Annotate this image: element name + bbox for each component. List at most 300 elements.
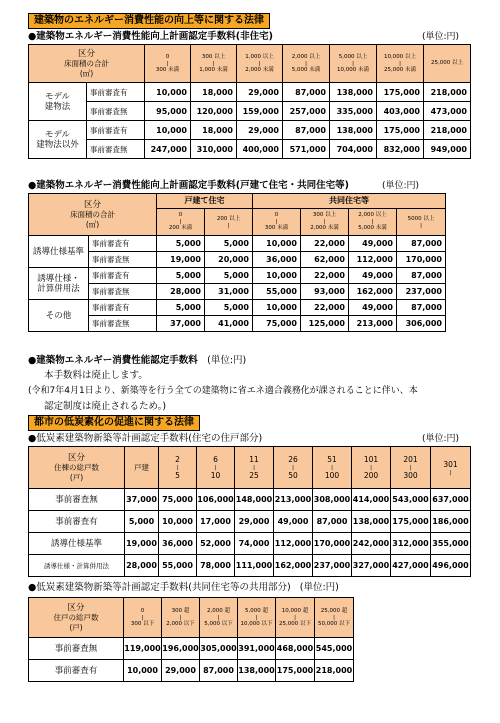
cell-text: 200 以上 bbox=[216, 215, 241, 222]
table-cell: 29,000 bbox=[237, 121, 283, 140]
table-row bbox=[29, 268, 446, 284]
cell-text: 0 bbox=[178, 212, 183, 218]
table-cell: 10,000 bbox=[159, 511, 197, 533]
table2-row-label: 事前審査有 bbox=[89, 268, 157, 284]
cell-text: 5,000 以下 bbox=[204, 620, 233, 627]
table-cell: 31,000 bbox=[205, 284, 253, 300]
cell-text: 5,000 未満 bbox=[358, 225, 387, 231]
table-cell: 78,000 bbox=[197, 555, 235, 577]
table-cell: 29,000 bbox=[237, 83, 283, 102]
table2-group-apartment bbox=[253, 194, 446, 209]
table1-col-header bbox=[283, 45, 330, 83]
table1-group-label bbox=[29, 121, 87, 159]
cell-text: 51 bbox=[327, 454, 337, 464]
table2-heading: ●建築物エネルギー消費性能向上計画認定手数料(戸建て住宅・共同住宅等) bbox=[28, 180, 349, 191]
table-cell: 832,000 bbox=[377, 140, 424, 159]
cell-text: 5000 以上 bbox=[407, 215, 435, 222]
cell-text: 建物法以外 bbox=[36, 139, 79, 150]
table4-col-header bbox=[391, 447, 431, 489]
table-cell: 75,000 bbox=[159, 489, 197, 511]
section-banner-energy-law: 建築物のエネルギー消費性能の向上等に関する法律 bbox=[28, 13, 270, 29]
table-row bbox=[29, 638, 354, 660]
cell-text: | bbox=[292, 464, 294, 471]
table-row bbox=[29, 533, 471, 555]
cell-text: | bbox=[370, 464, 372, 471]
table4-col-header bbox=[352, 447, 391, 489]
table-cell: 18,000 bbox=[191, 83, 237, 102]
cell-text: | bbox=[352, 60, 354, 67]
table-cell: 74,000 bbox=[235, 533, 274, 555]
table-cell: 403,000 bbox=[377, 102, 424, 121]
cell-text: 2,000 以上 bbox=[358, 212, 387, 218]
table-cell: 87,000 bbox=[283, 83, 330, 102]
table-cell: 22,000 bbox=[301, 236, 349, 252]
table-cell: 305,000 bbox=[200, 638, 238, 660]
table-cell: 218,000 bbox=[424, 121, 471, 140]
table-row bbox=[29, 83, 471, 102]
table-cell: 52,000 bbox=[197, 533, 235, 555]
cell-text: 区分 bbox=[67, 452, 85, 463]
cell-text: 1,000 未満 bbox=[199, 66, 228, 73]
table5-lowcarbon-common bbox=[28, 597, 354, 682]
table-cell: 237,000 bbox=[313, 555, 352, 577]
cell-text: 300 超 bbox=[171, 607, 190, 614]
table5-col-header bbox=[162, 598, 200, 638]
cell-text: 10,000 超 bbox=[281, 607, 309, 614]
table2-group-label bbox=[29, 268, 89, 300]
table4-col-header bbox=[431, 447, 471, 489]
table-cell: 335,000 bbox=[330, 102, 377, 121]
table-cell: 170,000 bbox=[313, 533, 352, 555]
table-cell: 949,000 bbox=[424, 140, 471, 159]
cell-text: | bbox=[420, 222, 422, 229]
table-cell: 10,000 bbox=[145, 83, 191, 102]
cell-text: (戸) bbox=[69, 622, 83, 632]
table-row bbox=[29, 316, 446, 332]
cell-text: 5,000 未満 bbox=[291, 66, 321, 73]
table4-row-label: 誘導仕様・計算併用法 bbox=[29, 555, 125, 577]
cell-text: | bbox=[399, 60, 401, 67]
table-cell: 5,000 bbox=[157, 236, 205, 252]
table2-group-label bbox=[29, 300, 89, 332]
table-cell: 196,000 bbox=[162, 638, 200, 660]
table-cell: 95,000 bbox=[145, 102, 191, 121]
table-cell: 5,000 bbox=[157, 300, 205, 316]
table-row bbox=[29, 300, 446, 316]
cell-text: 10,000 未満 bbox=[337, 66, 369, 73]
cell-text: 5 bbox=[175, 470, 180, 480]
table-cell: 213,000 bbox=[274, 489, 313, 511]
table-row bbox=[29, 102, 471, 121]
table-cell: 5,000 bbox=[125, 511, 159, 533]
table4-unit: (単位:円) bbox=[422, 434, 460, 444]
abolished-reason-2: 認定制度は廃止されるため。) bbox=[44, 401, 167, 412]
table-cell: 5,000 bbox=[157, 268, 205, 284]
cell-text: 2,000 以下 bbox=[166, 620, 195, 627]
table2-row-label: 事前審査有 bbox=[89, 236, 157, 252]
table-cell: 112,000 bbox=[274, 533, 313, 555]
cell-text: 25,000 以下 bbox=[279, 620, 311, 627]
cell-text: 2,000 以上 bbox=[291, 53, 321, 60]
table-cell: 312,000 bbox=[391, 533, 431, 555]
cell-text: 10,000 以上 bbox=[384, 53, 416, 60]
table-cell: 138,000 bbox=[238, 660, 276, 682]
cell-text: 0 bbox=[274, 212, 279, 218]
table1-group-label bbox=[29, 83, 87, 121]
cell-text: 住戸の総戸数 bbox=[53, 612, 99, 622]
table-cell: 10,000 bbox=[253, 300, 301, 316]
cell-text: 建物法 bbox=[44, 101, 71, 112]
cell-text: 300 bbox=[403, 470, 418, 480]
table3-heading bbox=[28, 355, 246, 367]
cell-text: | bbox=[331, 464, 333, 471]
cell-text: | bbox=[294, 614, 296, 621]
cell-text: 誘導仕様基準 bbox=[32, 246, 84, 257]
cell-text: 300 以上 bbox=[312, 212, 337, 218]
table-cell: 468,000 bbox=[276, 638, 315, 660]
table-row bbox=[29, 660, 354, 682]
cell-text: 10,000 以下 bbox=[240, 620, 273, 627]
table1-col-header bbox=[191, 45, 237, 83]
table-cell: 62,000 bbox=[301, 252, 349, 268]
cell-text: 2,000 未満 bbox=[310, 225, 339, 231]
cell-text: 201 bbox=[403, 454, 418, 464]
cell-text: 床面積の合計 bbox=[70, 209, 115, 219]
table-cell: 218,000 bbox=[424, 83, 471, 102]
table2-col-header bbox=[301, 209, 349, 236]
cell-text: 戸建 bbox=[134, 462, 149, 472]
cell-text: モデル bbox=[44, 91, 71, 102]
table-cell: 138,000 bbox=[352, 511, 391, 533]
abolished-notice: 本手数料は廃止します。 bbox=[44, 370, 148, 381]
cell-text: 区分 bbox=[67, 602, 85, 613]
table1-row-label: 事前審査有 bbox=[87, 83, 145, 102]
table-cell: 29,000 bbox=[162, 660, 200, 682]
table-row bbox=[29, 489, 471, 511]
table-cell: 545,000 bbox=[315, 638, 354, 660]
table-cell: 36,000 bbox=[159, 533, 197, 555]
table-cell: 175,000 bbox=[276, 660, 315, 682]
cell-text: 300 以下 bbox=[130, 620, 155, 627]
cell-text: 住棟の総戸数 bbox=[54, 462, 99, 472]
table-cell: 10,000 bbox=[124, 660, 162, 682]
table2-group-label bbox=[29, 236, 89, 268]
table-cell: 17,000 bbox=[197, 511, 235, 533]
table-cell: 19,000 bbox=[157, 252, 205, 268]
cell-text: | bbox=[179, 219, 182, 225]
table1-unit: (単位:円) bbox=[422, 32, 460, 42]
cell-text: 床面積の合計 bbox=[64, 58, 109, 68]
table2-group-detached bbox=[157, 194, 253, 209]
table-row bbox=[29, 252, 446, 268]
table-cell: 5,000 bbox=[205, 300, 253, 316]
table-cell: 175,000 bbox=[391, 511, 431, 533]
cell-text: 0 bbox=[140, 607, 145, 614]
table-cell: 87,000 bbox=[200, 660, 238, 682]
table-cell: 49,000 bbox=[274, 511, 313, 533]
table-cell: 55,000 bbox=[253, 284, 301, 300]
cell-text: 区分 bbox=[77, 48, 95, 59]
table5-heading bbox=[28, 582, 339, 594]
cell-text: 5,000 超 bbox=[245, 607, 268, 614]
table-cell: 87,000 bbox=[397, 268, 446, 284]
table-cell: 427,000 bbox=[391, 555, 431, 577]
table5-col-header bbox=[315, 598, 354, 638]
table1-row-label: 事前審査有 bbox=[87, 121, 145, 140]
cell-text: 戸建て住宅 bbox=[184, 195, 225, 205]
cell-text: 26 bbox=[288, 454, 298, 464]
cell-text: | bbox=[409, 464, 412, 471]
table-cell: 10,000 bbox=[253, 236, 301, 252]
table-row bbox=[29, 555, 471, 577]
table2-unit: (単位:円) bbox=[382, 181, 420, 191]
cell-text: 300 未満 bbox=[264, 225, 289, 231]
cell-text: ●建築物エネルギー消費性能認定手数料 bbox=[28, 355, 198, 366]
table1-col-header bbox=[330, 45, 377, 83]
cell-text: 301 bbox=[443, 459, 458, 469]
table-cell: 159,000 bbox=[237, 102, 283, 121]
table3-unit: (単位:円) bbox=[207, 355, 247, 366]
table-cell: 257,000 bbox=[283, 102, 330, 121]
cell-text: 計算併用法 bbox=[37, 283, 80, 294]
table4-heading: ●低炭素建築物新築等計画認定手数料(住宅の住戸部分) bbox=[28, 433, 263, 444]
table-cell: 704,000 bbox=[330, 140, 377, 159]
cell-text: 25,000 超 bbox=[320, 607, 348, 614]
table5-col-header bbox=[276, 598, 315, 638]
table4-col-header bbox=[197, 447, 235, 489]
cell-text: 300 以上 bbox=[201, 53, 226, 60]
cell-text: 101 bbox=[363, 454, 379, 464]
table-cell: 308,000 bbox=[313, 489, 352, 511]
cell-text: | bbox=[258, 60, 261, 67]
table-cell: 237,000 bbox=[397, 284, 446, 300]
cell-text: 6 bbox=[213, 454, 218, 464]
table-cell: 37,000 bbox=[157, 316, 205, 332]
table-cell: 87,000 bbox=[397, 236, 446, 252]
table4-col-header bbox=[159, 447, 197, 489]
cell-text: 25,000 以上 bbox=[431, 60, 463, 66]
table-row bbox=[29, 511, 471, 533]
cell-text: 共同住宅等 bbox=[329, 195, 369, 205]
table-cell: 20,000 bbox=[205, 252, 253, 268]
table-cell: 175,000 bbox=[377, 83, 424, 102]
cell-text: | bbox=[275, 219, 278, 225]
table-cell: 125,000 bbox=[301, 316, 349, 332]
table-cell: 49,000 bbox=[349, 268, 397, 284]
cell-text: | bbox=[323, 219, 326, 225]
table-cell: 175,000 bbox=[377, 121, 424, 140]
table-cell: 112,000 bbox=[349, 252, 397, 268]
table-cell: 242,000 bbox=[352, 533, 391, 555]
table-row bbox=[29, 236, 446, 252]
cell-text: 200 未満 bbox=[168, 225, 193, 231]
table-cell: 22,000 bbox=[301, 268, 349, 284]
table-cell: 138,000 bbox=[330, 121, 377, 140]
cell-text: 50,000 以下 bbox=[318, 620, 350, 627]
table-cell: 414,000 bbox=[352, 489, 391, 511]
table4-row-label: 事前審査無 bbox=[29, 489, 125, 511]
cell-text: 10 bbox=[210, 470, 221, 480]
table-cell: 41,000 bbox=[205, 316, 253, 332]
table-cell: 400,000 bbox=[237, 140, 283, 159]
table-cell: 18,000 bbox=[191, 121, 237, 140]
cell-text: | bbox=[227, 222, 230, 229]
cell-text: 0 bbox=[165, 53, 170, 60]
table4-lowcarbon-units bbox=[28, 446, 471, 577]
table4-row-label: 事前審査有 bbox=[29, 511, 125, 533]
table2-col-header bbox=[397, 209, 446, 236]
cell-text: 誘導仕様・ bbox=[37, 273, 80, 284]
cell-text: | bbox=[305, 60, 307, 67]
cell-text: 5,000 以上 bbox=[338, 53, 368, 60]
table-cell: 148,000 bbox=[235, 489, 274, 511]
table-cell: 49,000 bbox=[349, 236, 397, 252]
table4-col-header bbox=[274, 447, 313, 489]
cell-text: (㎡) bbox=[79, 68, 94, 78]
table4-col-header bbox=[313, 447, 352, 489]
table-cell: 5,000 bbox=[205, 236, 253, 252]
cell-text: | bbox=[255, 614, 258, 621]
cell-text: (戸) bbox=[69, 472, 84, 482]
table2-row-label: 事前審査有 bbox=[89, 300, 157, 316]
table-cell: 637,000 bbox=[431, 489, 471, 511]
table-cell: 543,000 bbox=[391, 489, 431, 511]
cell-text: | bbox=[166, 60, 169, 67]
table-cell: 119,000 bbox=[124, 638, 162, 660]
table-cell: 162,000 bbox=[274, 555, 313, 577]
table-cell: 355,000 bbox=[431, 533, 471, 555]
table-cell: 162,000 bbox=[349, 284, 397, 300]
table4-row-label: 誘導仕様基準 bbox=[29, 533, 125, 555]
cell-text: | bbox=[371, 219, 374, 225]
table4-col-header bbox=[125, 447, 159, 489]
table1-col-header bbox=[424, 45, 471, 83]
cell-text: (㎡) bbox=[85, 219, 100, 229]
table1-fee-nonresidential bbox=[28, 44, 471, 159]
cell-text: 2,000 超 bbox=[207, 607, 230, 614]
table1-row-label: 事前審査無 bbox=[87, 140, 145, 159]
cell-text: 200 bbox=[363, 470, 379, 480]
table1-row-label: 事前審査無 bbox=[87, 102, 145, 121]
table-cell: 93,000 bbox=[301, 284, 349, 300]
table-cell: 5,000 bbox=[205, 268, 253, 284]
table-cell: 106,000 bbox=[197, 489, 235, 511]
table-cell: 28,000 bbox=[157, 284, 205, 300]
cell-text: 50 bbox=[288, 470, 298, 480]
cell-text: 1,000 以上 bbox=[245, 53, 274, 60]
table5-row-label: 事前審査有 bbox=[29, 660, 124, 682]
cell-text: 300 未満 bbox=[155, 66, 180, 73]
table-row bbox=[29, 284, 446, 300]
table-cell: 218,000 bbox=[315, 660, 354, 682]
table-cell: 28,000 bbox=[125, 555, 159, 577]
table-cell: 10,000 bbox=[253, 268, 301, 284]
table5-unit: (単位:円) bbox=[299, 582, 339, 593]
table-cell: 310,000 bbox=[191, 140, 237, 159]
table1-col-header bbox=[237, 45, 283, 83]
cell-text: | bbox=[333, 614, 335, 621]
table-cell: 36,000 bbox=[253, 252, 301, 268]
table5-row-label: 事前審査無 bbox=[29, 638, 124, 660]
table1-col-header bbox=[145, 45, 191, 83]
cell-text: 2,000 未満 bbox=[245, 66, 274, 73]
table2-row-label: 事前審査無 bbox=[89, 316, 157, 332]
table-cell: 170,000 bbox=[397, 252, 446, 268]
table-cell: 22,000 bbox=[301, 300, 349, 316]
table-cell: 111,000 bbox=[235, 555, 274, 577]
table5-header-category bbox=[29, 598, 124, 638]
table-cell: 306,000 bbox=[397, 316, 446, 332]
table-cell: 327,000 bbox=[352, 555, 391, 577]
table-cell: 571,000 bbox=[283, 140, 330, 159]
cell-text: 2 bbox=[175, 454, 180, 464]
table-cell: 37,000 bbox=[125, 489, 159, 511]
table2-row-label: 事前審査無 bbox=[89, 252, 157, 268]
table4-header-category bbox=[29, 447, 125, 489]
table-cell: 473,000 bbox=[424, 102, 471, 121]
table-cell: 247,000 bbox=[145, 140, 191, 159]
table-cell: 87,000 bbox=[313, 511, 352, 533]
table-cell: 496,000 bbox=[431, 555, 471, 577]
cell-text: | bbox=[176, 464, 179, 471]
table-cell: 391,000 bbox=[238, 638, 276, 660]
table2-fee-residential bbox=[28, 193, 446, 332]
table-cell: 55,000 bbox=[159, 555, 197, 577]
table-row bbox=[29, 140, 471, 159]
abolished-reason-1: (令和7年4月1日より、新築等を行う全ての建築物に省エネ適合義務化が課されることに伴い、本 bbox=[28, 386, 418, 396]
cell-text: 25,000 未満 bbox=[384, 66, 416, 73]
table1-header-category bbox=[29, 45, 145, 83]
cell-text: 100 bbox=[324, 470, 340, 480]
cell-text: ●低炭素建築物新築等計画認定手数料(共同住宅等の共用部分) bbox=[28, 582, 291, 593]
table-cell: 75,000 bbox=[253, 316, 301, 332]
table-row bbox=[29, 121, 471, 140]
cell-text: 区分 bbox=[83, 199, 101, 210]
cell-text: モデル bbox=[44, 129, 71, 140]
cell-text: | bbox=[212, 60, 215, 67]
table-cell: 49,000 bbox=[349, 300, 397, 316]
cell-text: | bbox=[217, 614, 220, 621]
table-cell: 29,000 bbox=[235, 511, 274, 533]
cell-text: | bbox=[449, 469, 452, 476]
table-cell: 10,000 bbox=[145, 121, 191, 140]
table1-heading: ●建築物エネルギー消費性能向上計画認定手数料(非住宅) bbox=[28, 31, 273, 42]
table2-col-header bbox=[253, 209, 301, 236]
table2-col-header bbox=[157, 209, 205, 236]
table-cell: 120,000 bbox=[191, 102, 237, 121]
cell-text: | bbox=[214, 464, 217, 471]
table2-header-category bbox=[29, 194, 157, 236]
table-cell: 138,000 bbox=[330, 83, 377, 102]
table-cell: 186,000 bbox=[431, 511, 471, 533]
cell-text: | bbox=[253, 464, 255, 471]
table5-col-header bbox=[238, 598, 276, 638]
table-cell: 213,000 bbox=[349, 316, 397, 332]
cell-text: 25 bbox=[249, 470, 259, 480]
table4-col-header bbox=[235, 447, 274, 489]
table-cell: 87,000 bbox=[283, 121, 330, 140]
table2-row-label: 事前審査無 bbox=[89, 284, 157, 300]
table1-col-header bbox=[377, 45, 424, 83]
table-cell: 19,000 bbox=[125, 533, 159, 555]
table2-col-header bbox=[349, 209, 397, 236]
table5-col-header bbox=[124, 598, 162, 638]
table5-col-header bbox=[200, 598, 238, 638]
table2-col-header bbox=[205, 209, 253, 236]
section-banner-lowcarbon-law: 都市の低炭素化の促進に関する法律 bbox=[28, 415, 200, 431]
cell-text: | bbox=[179, 614, 182, 621]
cell-text: | bbox=[141, 614, 144, 621]
